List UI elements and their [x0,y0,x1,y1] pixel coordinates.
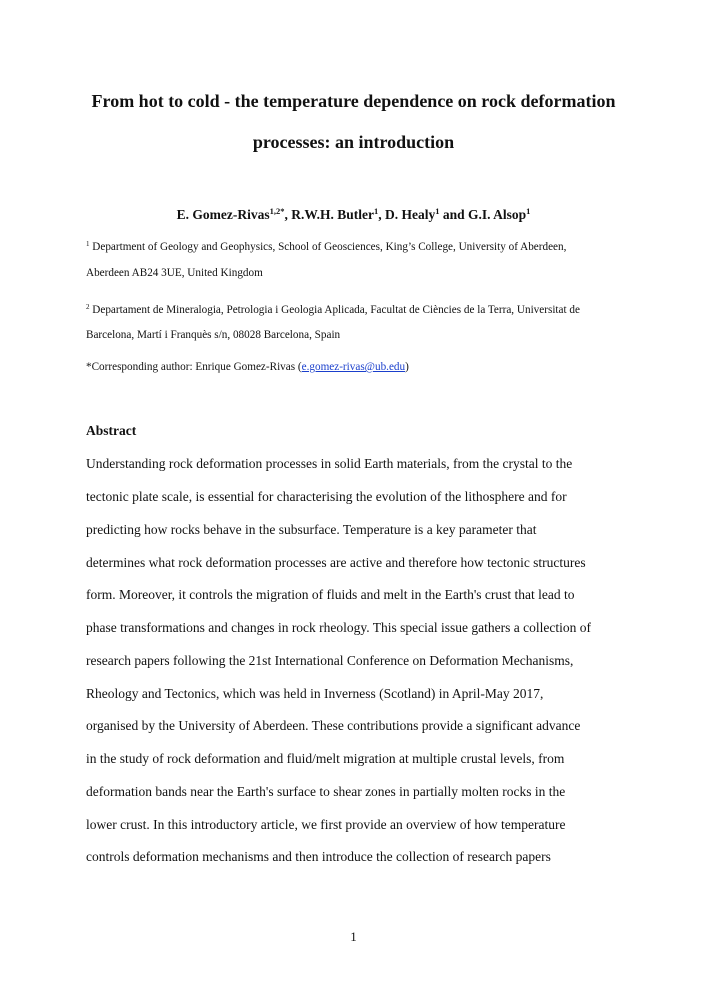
corresponding-author-suffix: ) [405,361,409,373]
abstract-line: phase transformations and changes in rock rheology. This special issue gathers a collection of [86,620,591,635]
author-affiliation-mark: 1 [435,206,440,216]
author-name: E. Gomez-Rivas [176,207,270,222]
abstract-line: Understanding rock deformation processes in solid Earth materials, from the crystal to the [86,456,573,471]
author-name: D. Healy [384,207,436,222]
abstract-line: Rheology and Tectonics, which was held in Inverness (Scotland) in April-May 2017, [86,686,544,701]
corresponding-author-prefix: *Corresponding author: Enrique Gomez-Rivas ( [86,361,302,373]
author-affiliation-mark: 1 [373,206,379,216]
affiliation-2-line-1 [86,299,580,318]
abstract-line: deformation bands near the Earth's surface to shear zones in partially molten rocks in the [86,784,566,799]
email-link[interactable]: e.gomez-rivas@ub.edu [301,361,406,373]
abstract-line: organised by the University of Aberdeen. These contributions provide a significant advance [86,718,581,733]
paper-title-line-1: From hot to cold - the temperature dependence on rock deformation [91,91,616,111]
affiliation-mark: 2 [86,303,90,311]
abstract-line: controls deformation mechanisms and then introduce the collection of research papers [86,849,551,864]
affiliation-text: Departament de Mineralogia, Petrologia i Geologia Aplicada, Facultat de Ciències de la Terra, Universitat de [89,304,580,316]
abstract-line: form. Moreover, it controls the migration of fluids and melt in the Earth's crust that lead to [86,587,575,602]
corresponding-author [86,361,409,373]
author-list [0,206,707,223]
affiliation-1-line-2: Aberdeen AB24 3UE, United Kingdom [86,267,263,279]
abstract-line: tectonic plate scale, is essential for characterising the evolution of the lithosphere and for [86,489,567,504]
author-separator: , [378,207,385,222]
abstract-line: predicting how rocks behave in the subsurface. Temperature is a key parameter that [86,522,537,537]
affiliation-text: Department of Geology and Geophysics, School of Geosciences, King’s College, University of Aberdeen, [89,241,567,253]
author-name: R.W.H. Butler [291,207,374,222]
page-number: 1 [350,929,357,944]
abstract-line: lower crust. In this introductory article, we first provide an overview of how temperature [86,817,566,832]
author-affiliation-mark: 1 [526,206,531,216]
affiliation-2-line-2: Barcelona, Martí i Franquès s/n, 08028 Barcelona, Spain [86,329,341,341]
affiliation-mark: 1 [86,240,90,248]
paper-title-line-2: processes: an introduction [252,132,455,152]
abstract-line: in the study of rock deformation and fluid/melt migration at multiple crustal levels, from [86,751,565,766]
abstract-line: determines what rock deformation processes are active and therefore how tectonic structures [86,555,586,570]
author-separator: and [439,207,468,222]
abstract-heading: Abstract [86,423,137,438]
author-affiliation-mark: 1,2* [269,206,285,216]
abstract-line: research papers following the 21st International Conference on Deformation Mechanisms, [86,653,574,668]
author-separator: , [284,207,292,222]
author-name: G.I. Alsop [468,207,527,222]
affiliation-1-line-1 [86,236,566,255]
